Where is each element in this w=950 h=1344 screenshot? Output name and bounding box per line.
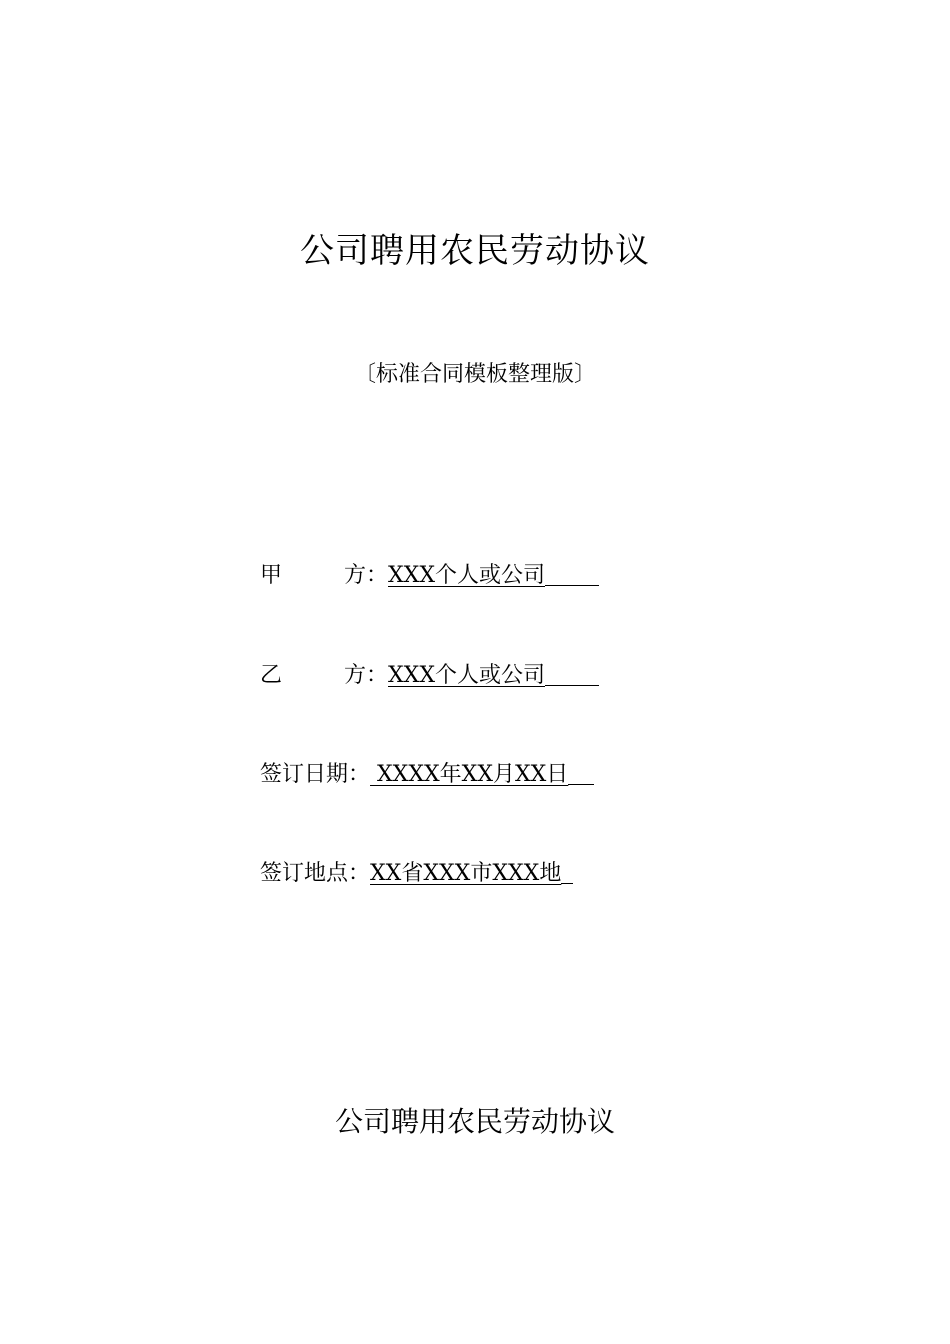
party-b-row — [260, 659, 599, 693]
party-b-value: XXX个人或公司 — [388, 663, 545, 688]
sign-place-row — [260, 857, 573, 891]
sign-date-label: 签订日期： — [260, 762, 371, 787]
sign-place-underline — [561, 882, 573, 884]
document-title: 公司聘用农民劳动协议 — [300, 231, 650, 271]
party-b-underline — [545, 684, 599, 686]
party-b-label — [260, 659, 388, 693]
party-b-label-second: 方： — [343, 663, 388, 688]
party-a-row — [260, 559, 599, 593]
party-a-label-first: 甲 — [260, 563, 283, 588]
party-a-value: XXX个人或公司 — [388, 563, 545, 588]
party-a-label — [260, 559, 388, 593]
body-title: 公司聘用农民劳动协议 — [334, 1105, 615, 1138]
party-b-label-first: 乙 — [260, 663, 283, 688]
party-a-label-second: 方： — [343, 563, 388, 588]
document-subtitle: 〔标准合同模板整理版〕 — [353, 362, 596, 387]
sign-date-value: XXXX年XX月XX日 — [370, 762, 569, 787]
sign-date-underline — [568, 783, 594, 785]
sign-place-label: 签订地点： — [260, 861, 371, 886]
sign-place-value: XX省XXX市XXX地 — [370, 861, 562, 886]
party-a-underline — [545, 584, 599, 586]
sign-date-row — [260, 758, 594, 792]
